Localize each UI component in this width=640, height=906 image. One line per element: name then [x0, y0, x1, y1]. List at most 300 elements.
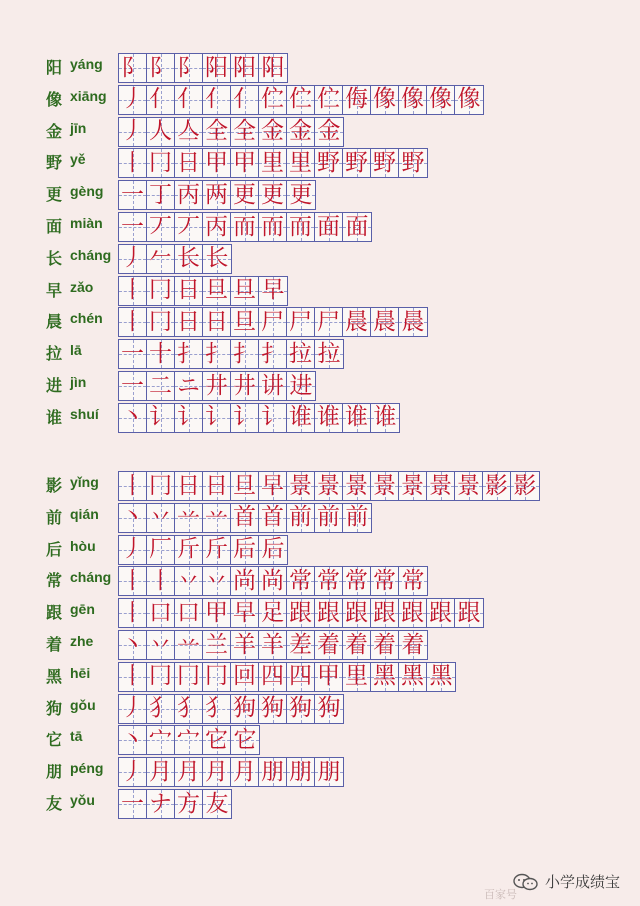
stroke-cell — [231, 472, 259, 500]
stroke-glyph: 着 — [345, 631, 368, 658]
stroke-cell — [231, 726, 259, 754]
stroke-glyph: 全 — [233, 118, 256, 145]
stroke-glyph: 丨 — [121, 567, 144, 594]
stroke-glyph: 旦 — [233, 472, 256, 499]
stroke-cell — [455, 86, 483, 114]
stroke-grid — [118, 85, 484, 115]
stroke-cell — [287, 404, 315, 432]
stroke-cell — [399, 663, 427, 691]
stroke-cell — [147, 404, 175, 432]
stroke-cell — [343, 404, 371, 432]
char-row — [0, 211, 640, 241]
char-row — [0, 243, 640, 273]
stroke-cell — [231, 372, 259, 400]
stroke-glyph: 丨 — [121, 663, 144, 690]
faint-watermark: 百家号 — [484, 888, 517, 901]
stroke-glyph: 甲 — [233, 149, 256, 176]
stroke-glyph: 二 — [149, 372, 172, 399]
stroke-glyph: 亻 — [205, 86, 228, 113]
stroke-glyph: 长 — [177, 245, 200, 272]
stroke-cell — [315, 308, 343, 336]
stroke-glyph: 冂 — [149, 308, 172, 335]
stroke-cell — [343, 599, 371, 627]
stroke-cell — [119, 631, 147, 659]
stroke-glyph: 跟 — [457, 599, 481, 626]
stroke-cell — [203, 245, 231, 273]
stroke-cell — [119, 504, 147, 532]
watermark-label: 小学成绩宝 — [544, 873, 620, 891]
stroke-glyph: 早 — [233, 599, 256, 626]
stroke-glyph: 丷 — [205, 567, 228, 594]
stroke-cell — [119, 340, 147, 368]
stroke-cell — [147, 340, 175, 368]
stroke-cell — [147, 504, 175, 532]
char-row — [0, 565, 640, 595]
stroke-cell — [287, 372, 315, 400]
stroke-cell — [231, 758, 259, 786]
stroke-glyph: 着 — [317, 631, 340, 658]
hanzi-label: 友 — [46, 794, 63, 813]
stroke-cell — [371, 404, 399, 432]
stroke-glyph: 丿 — [121, 695, 144, 722]
stroke-cell — [231, 54, 259, 82]
hanzi-label: 野 — [46, 153, 63, 173]
stroke-cell — [231, 504, 259, 532]
stroke-glyph: 它 — [233, 726, 257, 753]
stroke-cell — [203, 149, 231, 177]
stroke-cell — [371, 472, 399, 500]
stroke-cell — [343, 504, 371, 532]
stroke-glyph: 阝 — [149, 54, 172, 81]
stroke-grid — [118, 371, 316, 401]
stroke-cell — [315, 340, 343, 368]
stroke-cell — [175, 181, 203, 209]
stroke-cell — [175, 599, 203, 627]
stroke-cell — [455, 472, 483, 500]
stroke-glyph: 丙 — [177, 181, 200, 208]
stroke-glyph: 亻 — [177, 86, 200, 113]
stroke-glyph: 更 — [261, 181, 284, 208]
stroke-cell — [399, 567, 427, 595]
stroke-glyph: 晨 — [401, 308, 425, 335]
stroke-glyph: 景 — [373, 472, 396, 499]
stroke-cell — [287, 599, 315, 627]
stroke-glyph: 丷 — [177, 567, 200, 594]
stroke-glyph: 四 — [261, 663, 284, 690]
stroke-cell — [259, 504, 287, 532]
stroke-cell — [315, 472, 343, 500]
stroke-cell — [259, 86, 287, 114]
stroke-cell — [259, 149, 287, 177]
stroke-cell — [175, 404, 203, 432]
pinyin-label: zhe — [70, 633, 94, 649]
char-row — [0, 84, 640, 114]
stroke-cell — [287, 663, 315, 691]
stroke-glyph: 尸 — [317, 308, 340, 335]
stroke-grid — [118, 180, 316, 210]
stroke-glyph: 日 — [177, 149, 200, 176]
stroke-cell — [427, 472, 455, 500]
stroke-glyph: 景 — [289, 472, 312, 499]
stroke-cell — [231, 663, 259, 691]
stroke-glyph: 像 — [373, 86, 396, 113]
stroke-cell — [203, 695, 231, 723]
stroke-cell — [175, 567, 203, 595]
stroke-cell — [259, 308, 287, 336]
stroke-glyph: 常 — [373, 567, 396, 594]
stroke-glyph: 䒑 — [205, 504, 228, 531]
stroke-glyph: 丙 — [205, 213, 228, 240]
stroke-cell — [315, 631, 343, 659]
stroke-cell — [203, 758, 231, 786]
stroke-glyph: 狗 — [233, 695, 256, 722]
stroke-glyph: 讠 — [233, 404, 256, 431]
stroke-grid — [118, 789, 232, 819]
stroke-cell — [231, 118, 259, 146]
stroke-glyph: 尚 — [261, 567, 284, 594]
char-row — [0, 116, 640, 146]
stroke-cell — [259, 695, 287, 723]
stroke-glyph: 像 — [457, 86, 481, 113]
stroke-glyph: 狗 — [289, 695, 312, 722]
stroke-glyph: 晨 — [373, 308, 396, 335]
stroke-glyph: 跟 — [345, 599, 368, 626]
stroke-glyph: 伫 — [317, 86, 340, 113]
stroke-cell — [147, 726, 175, 754]
stroke-glyph: 讠 — [149, 404, 172, 431]
stroke-cell — [147, 86, 175, 114]
stroke-cell — [343, 663, 371, 691]
char-row — [0, 338, 640, 368]
stroke-cell — [175, 790, 203, 818]
stroke-glyph: 讲 — [261, 372, 284, 399]
hanzi-label: 黑 — [46, 666, 63, 686]
stroke-glyph: 着 — [373, 631, 396, 658]
stroke-grid — [118, 694, 344, 724]
watermark — [513, 871, 620, 892]
hanzi-label: 长 — [46, 248, 63, 268]
stroke-cell — [203, 118, 231, 146]
stroke-grid — [118, 566, 428, 596]
stroke-cell — [203, 567, 231, 595]
pinyin-label: chén — [70, 310, 103, 327]
stroke-glyph: 侮 — [345, 86, 368, 113]
stroke-glyph: 丁 — [149, 181, 172, 208]
stroke-grid — [118, 53, 288, 83]
stroke-cell — [119, 308, 147, 336]
stroke-cell — [175, 472, 203, 500]
stroke-glyph: 一 — [121, 372, 144, 399]
stroke-cell — [147, 308, 175, 336]
stroke-glyph: 丨 — [121, 277, 144, 304]
stroke-grid — [118, 630, 428, 660]
stroke-glyph: 丨 — [121, 472, 144, 499]
stroke-glyph: 扌 — [205, 340, 228, 367]
stroke-cell — [259, 277, 287, 305]
stroke-glyph: 谁 — [373, 404, 397, 431]
stroke-glyph: 伫 — [289, 86, 312, 113]
stroke-glyph: 䒑 — [177, 631, 200, 658]
stroke-cell — [287, 181, 315, 209]
stroke-cell — [287, 86, 315, 114]
stroke-glyph: 而 — [233, 213, 256, 240]
stroke-glyph: 羊 — [261, 631, 284, 658]
stroke-glyph: 尚 — [233, 567, 256, 594]
stroke-grid — [118, 307, 428, 337]
stroke-cell — [147, 181, 175, 209]
stroke-glyph: 亼 — [177, 118, 200, 145]
pinyin-label: jìn — [70, 374, 87, 390]
stroke-glyph: 尸 — [289, 308, 312, 335]
stroke-cell — [231, 340, 259, 368]
stroke-glyph: 野 — [401, 149, 425, 176]
stroke-glyph: 扌 — [177, 340, 200, 367]
stroke-cell — [175, 758, 203, 786]
stroke-glyph: 旦 — [233, 308, 256, 335]
stroke-cell — [147, 149, 175, 177]
stroke-cell — [147, 567, 175, 595]
stroke-cell — [399, 631, 427, 659]
stroke-cell — [147, 790, 175, 818]
char-row — [0, 52, 640, 82]
char-row — [0, 534, 640, 564]
stroke-glyph: 䒑 — [177, 504, 200, 531]
stroke-cell — [399, 472, 427, 500]
pinyin-label: cháng — [70, 569, 112, 586]
char-row — [0, 470, 640, 500]
stroke-cell — [371, 663, 399, 691]
stroke-glyph: 里 — [289, 149, 312, 176]
stroke-glyph: 丿 — [121, 86, 144, 113]
stroke-glyph: 谁 — [289, 404, 312, 431]
stroke-cell — [371, 86, 399, 114]
stroke-cell — [147, 213, 175, 241]
stroke-grid — [118, 757, 344, 787]
stroke-glyph: 回 — [233, 663, 256, 690]
stroke-glyph: 丶 — [121, 726, 144, 753]
stroke-cell — [203, 54, 231, 82]
stroke-cell — [147, 631, 175, 659]
stroke-cell — [175, 149, 203, 177]
hanzi-label: 后 — [46, 539, 63, 559]
stroke-glyph: 羊 — [233, 631, 256, 658]
stroke-glyph: 像 — [401, 86, 424, 113]
stroke-glyph: 十 — [149, 340, 172, 367]
stroke-glyph: 井 — [205, 372, 228, 399]
stroke-glyph: 谁 — [345, 404, 368, 431]
stroke-cell — [203, 86, 231, 114]
stroke-cell — [119, 758, 147, 786]
stroke-cell — [259, 181, 287, 209]
stroke-glyph: 全 — [205, 118, 228, 145]
stroke-cell — [175, 308, 203, 336]
stroke-cell — [119, 472, 147, 500]
stroke-cell — [427, 599, 455, 627]
stroke-cell — [119, 54, 147, 82]
hanzi-label: 进 — [46, 376, 63, 395]
stroke-grid — [118, 276, 288, 306]
char-row — [0, 502, 640, 532]
stroke-cell — [175, 86, 203, 114]
pinyin-label: hòu — [70, 537, 96, 554]
stroke-glyph: 斤 — [177, 536, 200, 563]
stroke-cell — [119, 118, 147, 146]
stroke-cell — [287, 758, 315, 786]
stroke-cell — [175, 631, 203, 659]
stroke-cell — [287, 504, 315, 532]
stroke-cell — [287, 695, 315, 723]
hanzi-label: 阳 — [46, 58, 63, 77]
stroke-cell — [287, 308, 315, 336]
stroke-cell — [119, 181, 147, 209]
stroke-glyph: 野 — [345, 149, 368, 176]
stroke-cell — [231, 213, 259, 241]
stroke-grid — [118, 339, 344, 369]
pinyin-label: yě — [70, 151, 86, 168]
stroke-glyph: 狗 — [261, 695, 284, 722]
char-row — [0, 147, 640, 177]
stroke-cell — [203, 631, 231, 659]
stroke-glyph: 差 — [289, 631, 312, 658]
stroke-cell — [343, 472, 371, 500]
hanzi-label: 像 — [46, 89, 63, 109]
stroke-glyph: 丿 — [121, 536, 144, 563]
stroke-cell — [343, 567, 371, 595]
stroke-glyph: 宀 — [149, 726, 172, 753]
hanzi-label: 常 — [46, 571, 63, 591]
stroke-glyph: 口 — [149, 599, 172, 626]
stroke-grid — [118, 598, 484, 628]
hanzi-label: 着 — [46, 635, 63, 654]
pinyin-label: gèng — [70, 183, 104, 200]
stroke-glyph: 扌 — [233, 340, 256, 367]
stroke-glyph: 前 — [289, 504, 312, 531]
stroke-glyph: 月 — [149, 758, 172, 785]
stroke-grid — [118, 403, 400, 433]
stroke-cell — [231, 181, 259, 209]
stroke-glyph: 丆 — [177, 213, 200, 240]
stroke-cell — [203, 790, 231, 818]
stroke-cell — [259, 340, 287, 368]
stroke-cell — [343, 86, 371, 114]
stroke-cell — [147, 695, 175, 723]
stroke-glyph: 朋 — [317, 758, 341, 785]
stroke-glyph: 足 — [261, 599, 284, 626]
stroke-glyph: 犭 — [177, 695, 200, 722]
stroke-glyph: 野 — [317, 149, 340, 176]
stroke-glyph: 阳 — [205, 54, 228, 81]
stroke-cell — [315, 86, 343, 114]
pinyin-label: xiāng — [70, 87, 107, 104]
stroke-grid — [118, 503, 372, 533]
stroke-glyph: 厂 — [149, 536, 172, 563]
stroke-glyph: 甲 — [205, 149, 228, 176]
stroke-cell — [287, 567, 315, 595]
stroke-glyph: 金 — [261, 118, 284, 145]
stroke-cell — [231, 308, 259, 336]
stroke-glyph: 讠 — [205, 404, 228, 431]
stroke-glyph: 谁 — [317, 404, 340, 431]
stroke-cell — [119, 599, 147, 627]
stroke-glyph: 日 — [177, 472, 200, 499]
stroke-glyph: 丷 — [149, 631, 172, 658]
stroke-cell — [175, 118, 203, 146]
hanzi-label: 更 — [46, 185, 63, 205]
stroke-cell — [203, 504, 231, 532]
stroke-cell — [315, 599, 343, 627]
stroke-cell — [119, 372, 147, 400]
stroke-glyph: 斤 — [205, 536, 228, 563]
stroke-cell — [259, 54, 287, 82]
stroke-cell — [147, 118, 175, 146]
stroke-glyph: 景 — [317, 472, 340, 499]
stroke-grid — [118, 662, 456, 692]
pinyin-label: shuí — [70, 405, 99, 422]
stroke-glyph: 里 — [261, 149, 284, 176]
pinyin-label: miàn — [70, 215, 103, 231]
stroke-glyph: 更 — [233, 181, 256, 208]
stroke-glyph: 井 — [233, 372, 256, 399]
stroke-glyph: ナ — [149, 790, 172, 817]
stroke-cell — [259, 631, 287, 659]
stroke-glyph: 阝 — [177, 54, 200, 81]
char-row — [0, 788, 640, 818]
stroke-cell — [287, 118, 315, 146]
stroke-cell — [287, 213, 315, 241]
stroke-grid — [118, 535, 288, 565]
stroke-glyph: 丨 — [121, 308, 144, 335]
char-row — [0, 597, 640, 627]
stroke-cell — [371, 599, 399, 627]
char-row — [0, 629, 640, 659]
stroke-glyph: 冂 — [205, 663, 228, 690]
stroke-cell — [231, 536, 259, 564]
stroke-glyph: 像 — [429, 86, 452, 113]
stroke-glyph: 口 — [177, 599, 200, 626]
pinyin-label: jīn — [70, 119, 87, 136]
char-row — [0, 179, 640, 209]
stroke-cell — [119, 404, 147, 432]
pinyin-label: yáng — [70, 56, 103, 72]
stroke-cell — [203, 277, 231, 305]
stroke-cell — [399, 308, 427, 336]
stroke-cell — [259, 372, 287, 400]
stroke-grid — [118, 148, 428, 178]
stroke-cell — [175, 504, 203, 532]
hanzi-label: 前 — [46, 507, 63, 527]
stroke-glyph: 日 — [177, 277, 200, 304]
stroke-glyph: 影 — [485, 472, 508, 499]
stroke-cell — [147, 54, 175, 82]
char-row — [0, 756, 640, 786]
char-row — [0, 275, 640, 305]
stroke-cell — [203, 404, 231, 432]
stroke-glyph: 旦 — [205, 277, 228, 304]
stroke-glyph: 日 — [205, 308, 228, 335]
stroke-glyph: 一 — [121, 181, 144, 208]
stroke-glyph: 后 — [233, 536, 256, 563]
stroke-glyph: 常 — [401, 567, 425, 594]
stroke-cell — [147, 472, 175, 500]
pinyin-label: yǐng — [70, 474, 99, 490]
hanzi-label: 谁 — [46, 407, 63, 427]
stroke-glyph: 拉 — [289, 340, 312, 367]
stroke-glyph: 𠂉 — [149, 245, 172, 272]
hanzi-label: 跟 — [46, 603, 63, 623]
stroke-glyph: 兰 — [205, 631, 228, 658]
stroke-glyph: 后 — [261, 536, 285, 563]
stroke-cell — [259, 663, 287, 691]
